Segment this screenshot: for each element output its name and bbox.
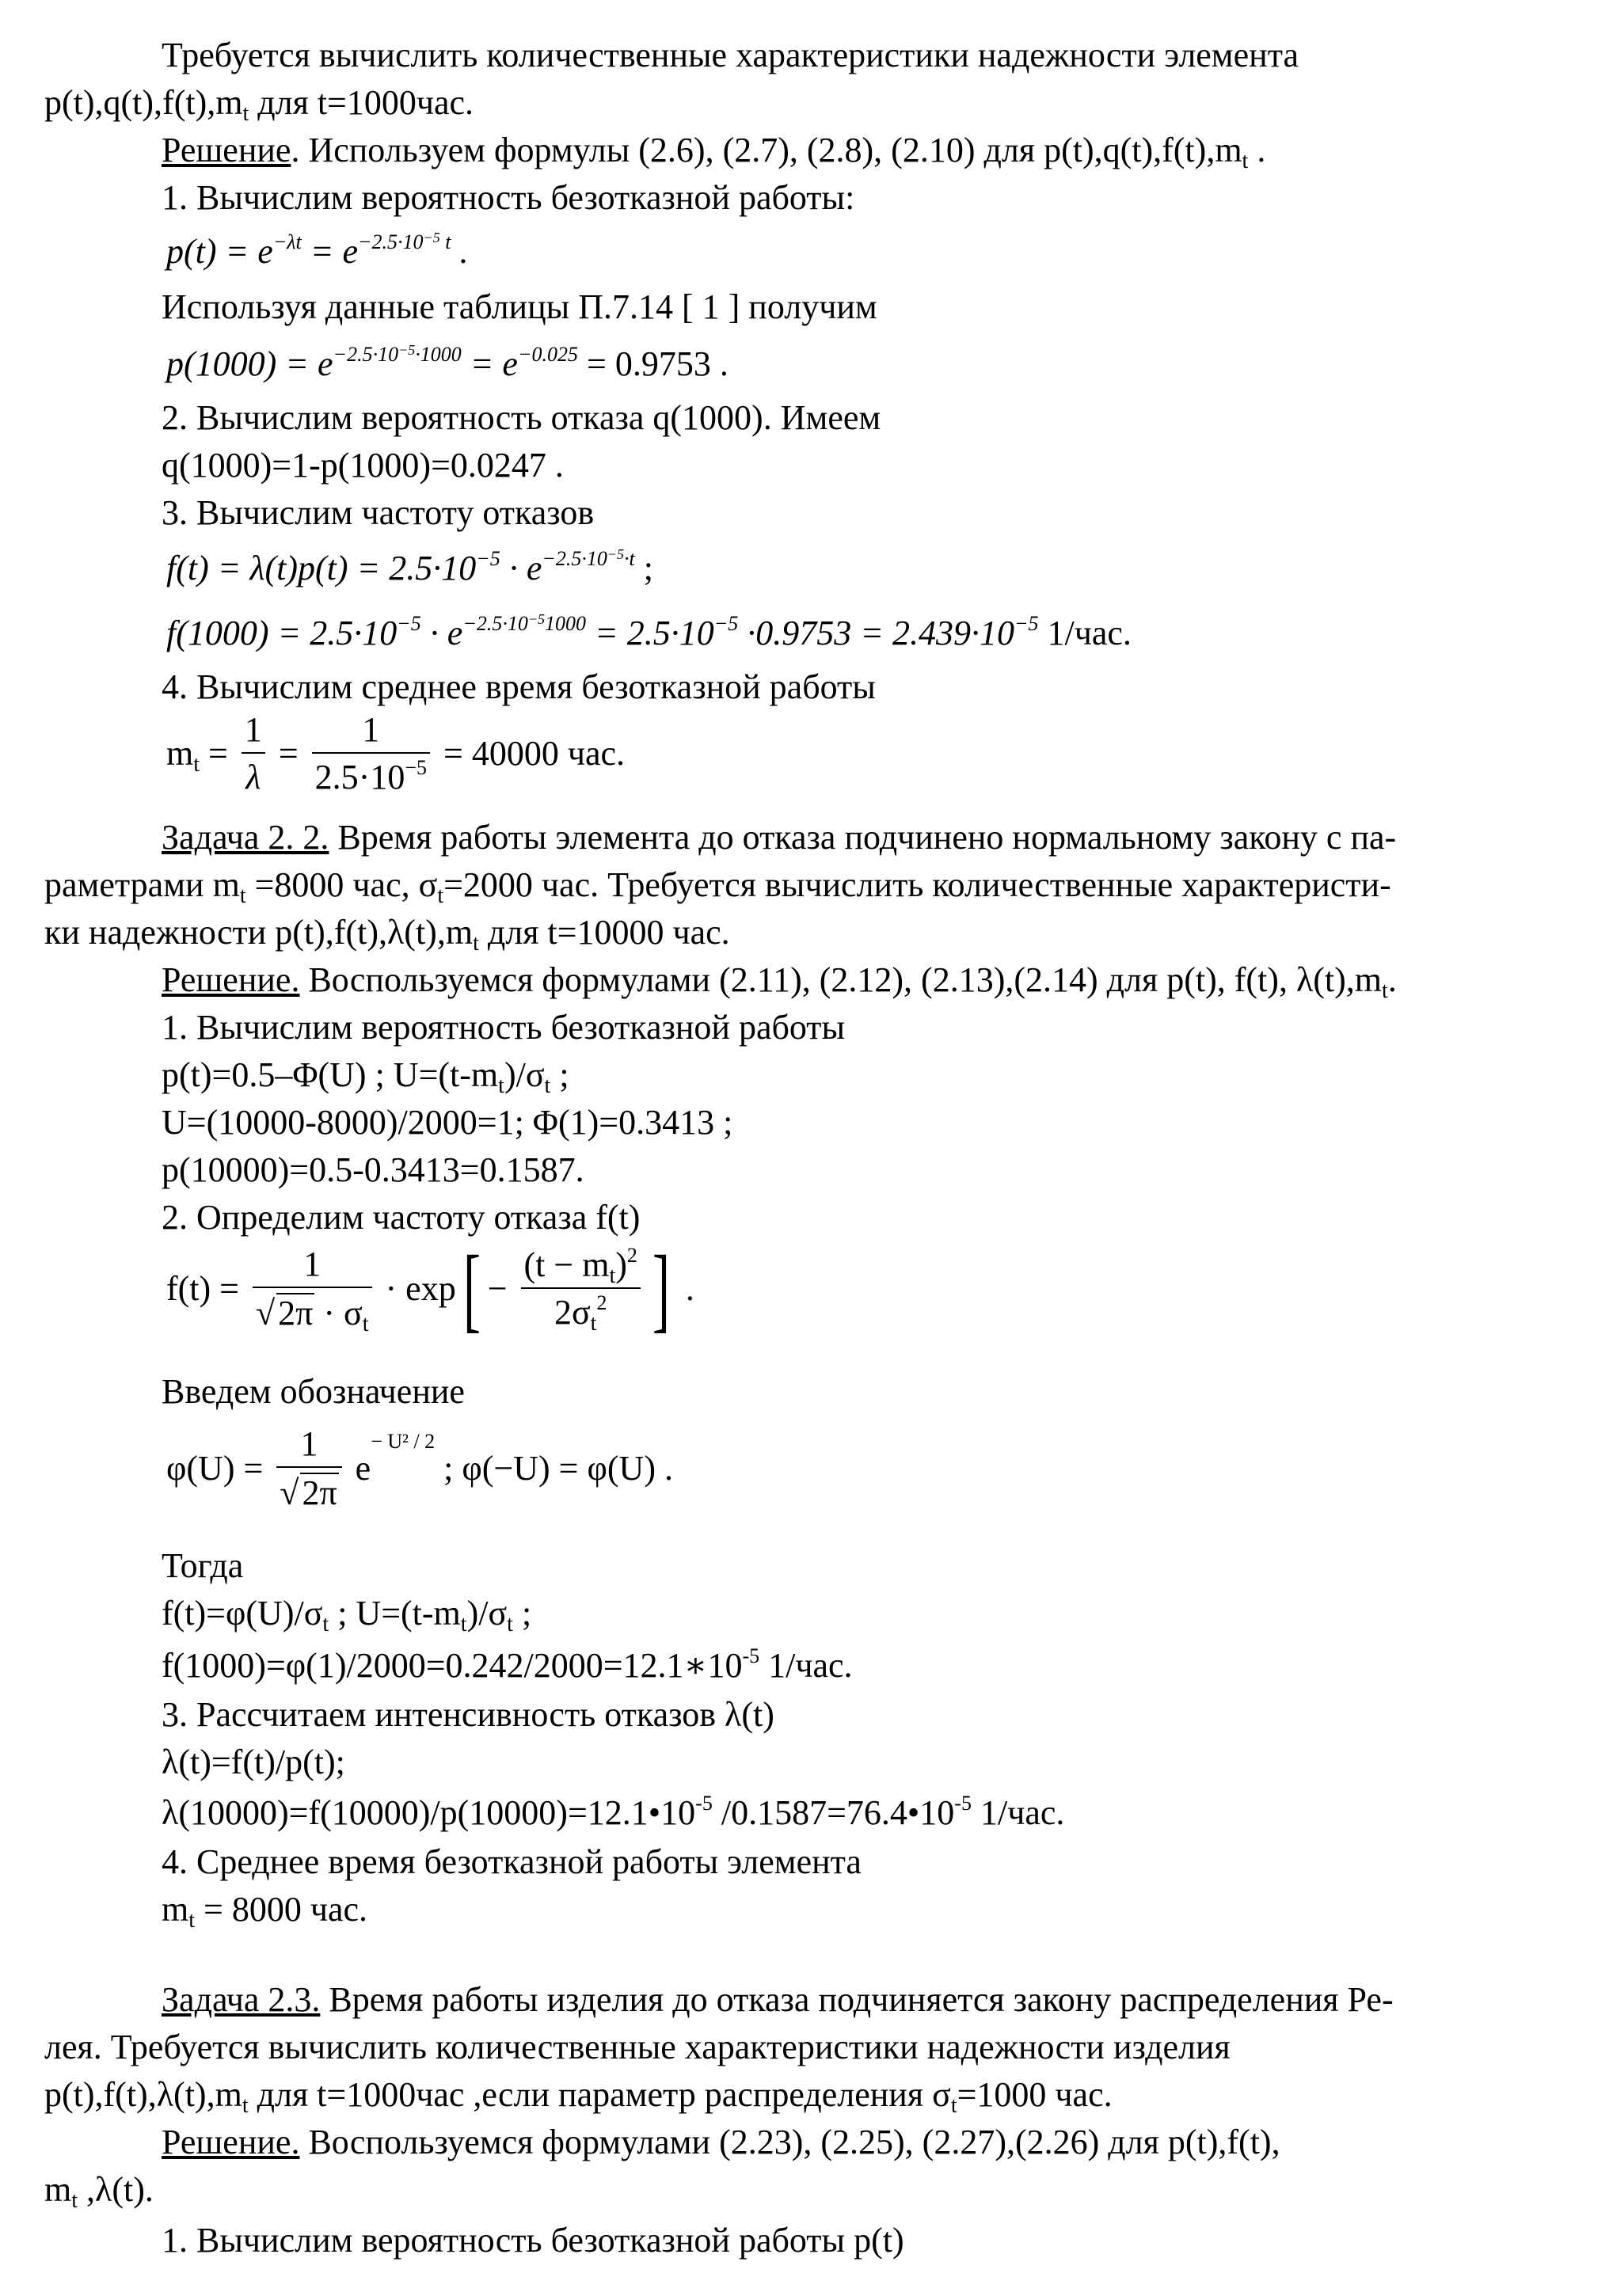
s2-step-3-title: 3. Рассчитаем интенсивность отказов λ(t) — [162, 1695, 774, 1734]
task-2-3-line-1: Задача 2.3. Время работы изделия до отказа подчиняется закону распределения Ре- — [162, 1980, 1394, 2019]
formula-p-1000: $p(1000) = e^{-2.5\cdot 10^{-5}\cdot 1000} = e^{-0.025} = 0.9753$ . — [166, 342, 729, 383]
s2-step-3-line-1: λ(t)=f(t)/p(t); — [162, 1743, 345, 1781]
formula-q-1000: q(1000)=1-p(1000)=0.0247 . — [162, 446, 564, 485]
intro-line-2: $p(t),q(t),f(t),m_t$ для t=1000час. — [44, 83, 474, 126]
formula-phi: φ(U) = $\frac{1}{√2\pi}$ $e^{- U^2 / 2}$ ; φ(−U) = φ(U) . — [166, 1424, 673, 1513]
step-1-title: 1. Вычислим вероятность безотказной работы: — [162, 178, 855, 217]
solution-2: Решение. Воспользуемся формулами (2.11), (2.12), (2.13),(2.14) для p(t), f(t), $\lambda(t),m_t$. — [162, 960, 1397, 1003]
task-2-3-line-2: лея. Требуется вычислить количественные характеристики надежности изделия — [44, 2028, 1231, 2066]
solution-1: Решение. Используем формулы (2.6), (2.7), (2.8), (2.10) для $p(t),q(t),f(t),m_t$ . — [162, 131, 1266, 173]
formula-f-1000: $f(1000) = 2.5\cdot 10^{-5} \cdot e^{-2.5\cdot 10^{-5}1000} = 2.5\cdot 10^{-5} \cdot 0.9753 = 2.439\cdot 10^{-5}$ 1/час. — [166, 611, 1132, 652]
task-2-3-line-3: $p(t),f(t),\lambda(t),m_t$ для t=1000час ,если параметр распределения $\sigma_t=1000$ час. — [44, 2075, 1113, 2118]
solution-3: Решение. Воспользуемся формулами (2.23), (2.25), (2.27),(2.26) для p(t),f(t), — [162, 2123, 1280, 2161]
s2-step-2-line-2: $f(1000)=\varphi(1)/2000=0.242/2000=12.1∗10^{-5}$ 1/час. — [162, 1644, 853, 1685]
formula-f-t: $f(t) = \lambda(t)p(t) = 2.5\cdot 10^{-5} \cdot e^{-2.5\cdot 10^{-5}\cdot t}$ ; — [166, 546, 654, 587]
table-reference: Используя данные таблицы П.7.14 [ 1 ] получим — [162, 287, 877, 326]
intro-line-1: Требуется вычислить количественные характеристики надежности элемента — [162, 36, 1299, 74]
s2-step-1-line-1: p(t)=0.5–Φ(U) ; $U=(t-m_t)/\sigma_t$ ; — [162, 1055, 569, 1098]
step-3-title: 3. Вычислим частоту отказов — [162, 493, 595, 532]
s2-step-1-line-2: U=(10000-8000)/2000=1; Φ(1)=0.3413 ; — [162, 1103, 733, 1142]
step-4-title: 4. Вычислим среднее время безотказной работы — [162, 667, 876, 706]
formula-p-t: $p(t) = e^{-\lambda t} = e^{-2.5\cdot 10^{-5} t}$ . — [166, 230, 469, 271]
solution-3-line-2: $m_t$ ,λ(t). — [44, 2170, 154, 2213]
s2-step-2-title: 2. Определим частоту отказа f(t) — [162, 1198, 641, 1237]
formula-mt: $m_t$ = $\frac{1}{\lambda}$ = $\frac{1}{2.5\cdot 10^{-5}}$ = 40000 час. — [166, 710, 626, 797]
then-label: Тогда — [162, 1546, 244, 1585]
step-2-title: 2. Вычислим вероятность отказа q(1000). Имеем — [162, 398, 881, 437]
formula-normal-density: f(t) = $\frac{1}{√2\pi \cdot \sigma_t}$ · exp[ − $\frac{(t - m_t)^2}{2\sigma_t^2}$ ] . — [166, 1236, 694, 1341]
s3-step-1-title: 1. Вычислим вероятность безотказной работы p(t) — [162, 2221, 904, 2260]
s2-step-2-line-1: $f(t)=\varphi(U)/\sigma_t$ ; $U=(t-m_t)/\sigma_t$ ; — [162, 1594, 532, 1636]
s2-step-1-line-3: p(10000)=0.5-0.3413=0.1587. — [162, 1150, 584, 1189]
s2-step-3-line-2: $\lambda(10000)=f(10000)/p(10000)=12.1•10^{-5}$ $/0.1587=76.4•10^{-5}$ 1/час. — [162, 1792, 1065, 1832]
s2-step-4-line-1: $m_t = 8000$ час. — [162, 1890, 368, 1933]
task-2-2-line-3: ки надежности $p(t),f(t),\lambda(t),m_t$ для t=10000 час. — [44, 913, 730, 956]
task-2-2-line-1: Задача 2. 2. Время работы элемента до отказа подчинено нормальному закону с па- — [162, 818, 1397, 857]
task-2-2-line-2: раметрами $m_t =8000$ час, $\sigma_t=2000$ час. Требуется вычислить количественные характеристи- — [44, 865, 1391, 908]
s2-step-1-title: 1. Вычислим вероятность безотказной работы — [162, 1008, 846, 1047]
notation-intro: Введем обозначение — [162, 1372, 465, 1411]
s2-step-4-title: 4. Среднее время безотказной работы элемента — [162, 1842, 862, 1881]
